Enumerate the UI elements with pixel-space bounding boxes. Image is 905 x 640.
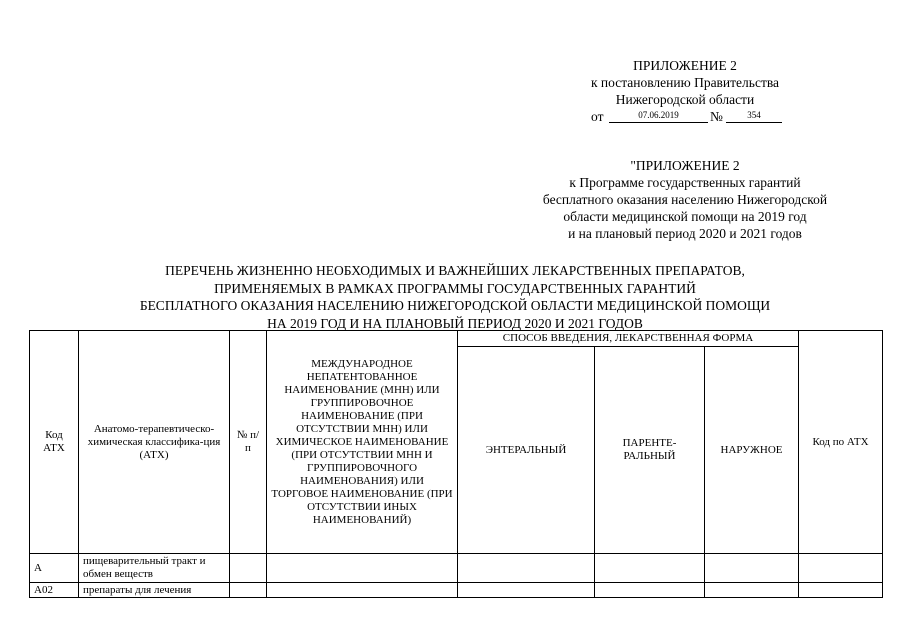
header-parenteral: ПАРЕНТЕ-РАЛЬНЫЙ bbox=[595, 347, 705, 554]
title-line2: ПРИМЕНЯЕМЫХ В РАМКАХ ПРОГРАММЫ ГОСУДАРСТВЕННЫХ ГАРАНТИЙ bbox=[214, 280, 696, 296]
header-atc-code: Код по АТХ bbox=[799, 331, 883, 554]
row-enteral bbox=[458, 554, 595, 583]
table-row bbox=[30, 554, 883, 583]
row-classification: пищеварительный тракт и обмен веществ bbox=[79, 554, 230, 583]
row-num bbox=[230, 583, 267, 598]
appendix-program-line4: области медицинской помощи на 2019 год bbox=[563, 209, 807, 224]
row-atc-code bbox=[799, 554, 883, 583]
row-parenteral bbox=[595, 554, 705, 583]
header-classification: Анатомо-терапевтическо-химическая классифика-ция (АТХ) bbox=[79, 331, 230, 554]
row-code: A bbox=[30, 554, 79, 583]
order-date: 07.06.2019 bbox=[609, 110, 708, 123]
row-classification: препараты для лечения bbox=[79, 583, 230, 598]
row-external bbox=[705, 583, 799, 598]
order-number: 354 bbox=[726, 110, 782, 123]
row-parenteral bbox=[595, 583, 705, 598]
appendix-order-header bbox=[555, 57, 815, 126]
appendix-order-line2: к постановлению Правительства bbox=[590, 75, 780, 90]
order-date-line bbox=[555, 108, 815, 126]
document-title bbox=[60, 262, 850, 332]
title-line3: БЕСПЛАТНОГО ОКАЗАНИЯ НАСЕЛЕНИЮ НИЖЕГОРОДСКОЙ ОБЛАСТИ МЕДИЦИНСКОЙ ПОМОЩИ bbox=[139, 298, 771, 313]
row-num bbox=[230, 554, 267, 583]
table-row bbox=[30, 583, 883, 598]
appendix-program-header bbox=[520, 157, 850, 242]
appendix-program-line5: и на плановый период 2020 и 2021 годов bbox=[568, 226, 802, 241]
appendix-program-title: "ПРИЛОЖЕНИЕ 2 bbox=[630, 158, 740, 173]
title-line4: НА 2019 ГОД И НА ПЛАНОВЫЙ ПЕРИОД 2020 И 2021 ГОДОВ bbox=[267, 315, 643, 331]
row-atc-code bbox=[799, 583, 883, 598]
appendix-order-title: ПРИЛОЖЕНИЕ 2 bbox=[633, 58, 737, 73]
number-label: № bbox=[710, 109, 723, 124]
row-inn bbox=[267, 554, 458, 583]
header-route-group: СПОСОБ ВВЕДЕНИЯ, ЛЕКАРСТВЕННАЯ ФОРМА bbox=[458, 331, 799, 347]
title-line1: ПЕРЕЧЕНЬ ЖИЗНЕННО НЕОБХОДИМЫХ И ВАЖНЕЙШИХ ЛЕКАРСТВЕННЫХ ПРЕПАРАТОВ, bbox=[165, 263, 745, 278]
header-num: № п/п bbox=[230, 331, 267, 554]
appendix-program-line2: к Программе государственных гарантий bbox=[569, 175, 801, 190]
row-enteral bbox=[458, 583, 595, 598]
header-enteral: ЭНТЕРАЛЬНЫЙ bbox=[458, 347, 595, 554]
header-code: Код АТХ bbox=[30, 331, 79, 554]
from-label: от bbox=[591, 109, 604, 124]
appendix-order-line3: Нижегородской области bbox=[615, 92, 755, 107]
header-external: НАРУЖНОЕ bbox=[705, 347, 799, 554]
appendix-program-line3: бесплатного оказания населению Нижегородской bbox=[542, 192, 828, 207]
row-code: A02 bbox=[30, 583, 79, 598]
row-external bbox=[705, 554, 799, 583]
header-inn: МЕЖДУНАРОДНОЕ НЕПАТЕНТОВАННОЕ НАИМЕНОВАНИЕ (МНН) ИЛИ ГРУППИРОВОЧНОЕ НАИМЕНОВАНИЕ (ПРИ ОТСУТСТВИИ МНН) ИЛИ ХИМИЧЕСКОЕ НАИМЕНОВАНИЕ (ПРИ ОТСУТСТВИИ МНН И ГРУППИРОВОЧНОГО НАИМЕНОВАНИЯ) ИЛИ ТОРГОВОЕ НАИМЕНОВАНИЕ (ПРИ ОТСУТСТВИИ ИНЫХ НАИМЕНОВАНИЙ) bbox=[267, 331, 458, 554]
drug-list-table bbox=[29, 330, 883, 598]
row-inn bbox=[267, 583, 458, 598]
